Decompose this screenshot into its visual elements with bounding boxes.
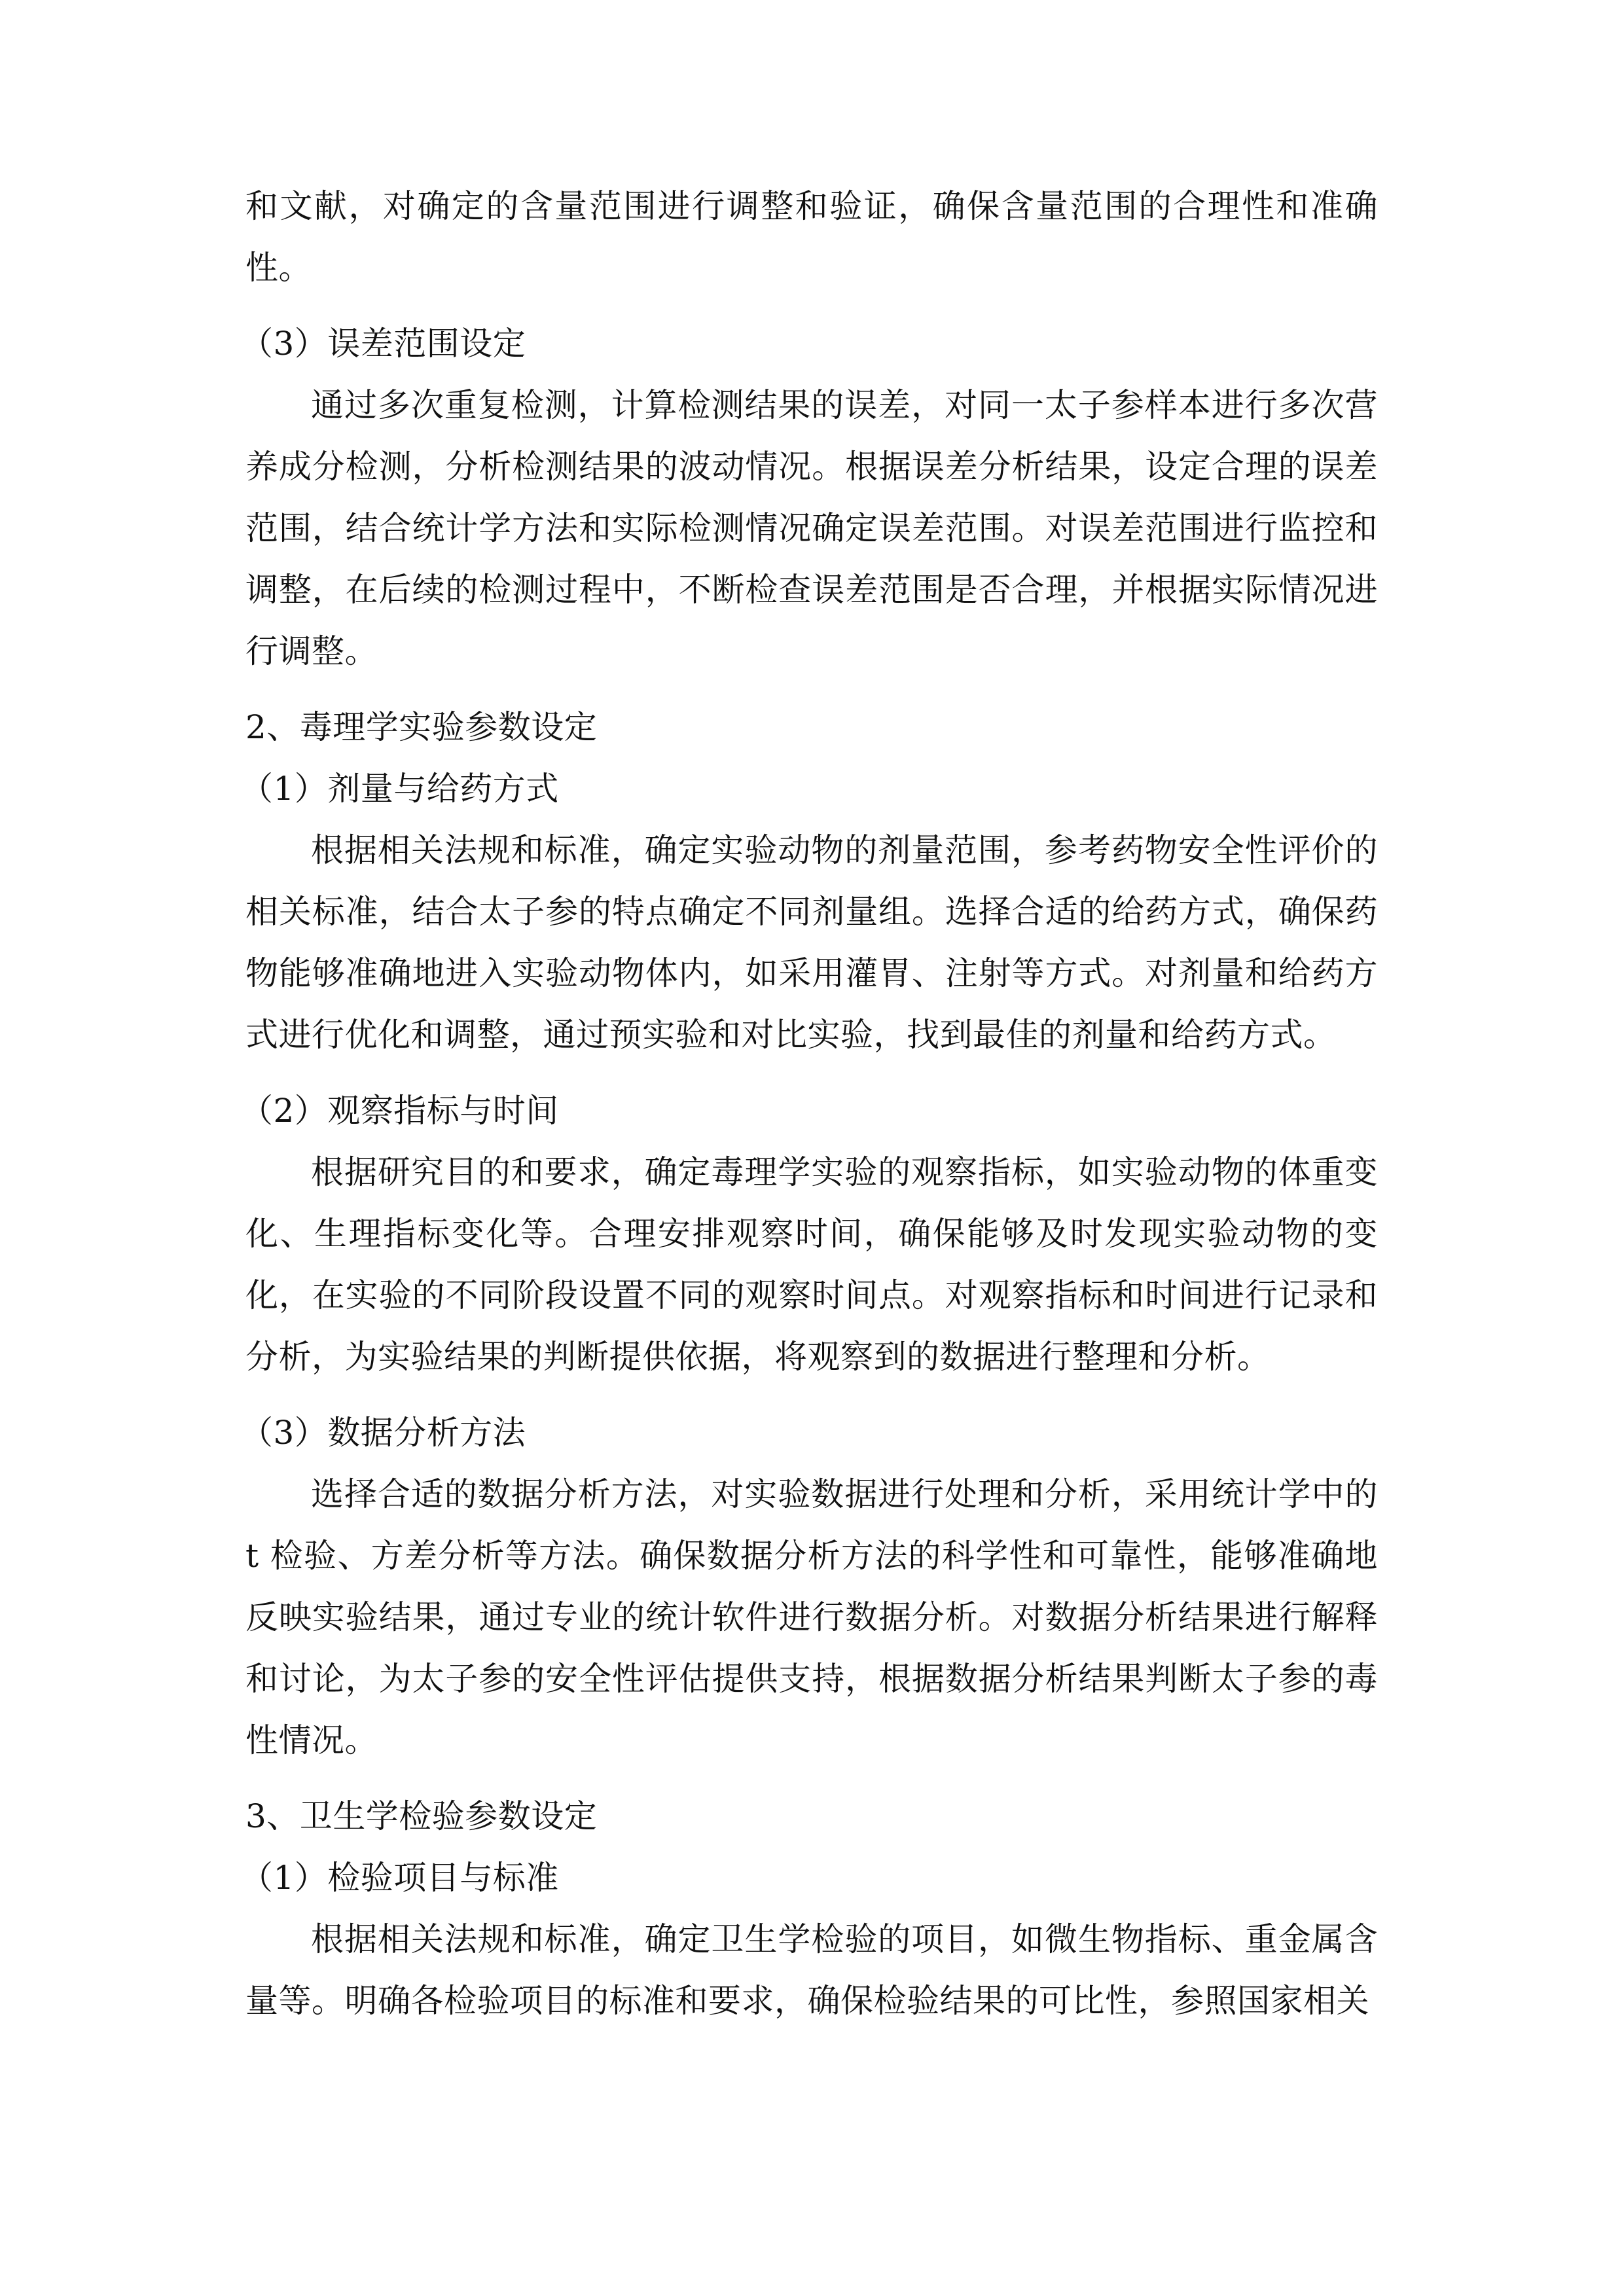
subheading-error-range: （3）误差范围设定 (240, 325, 526, 363)
paragraph-observation-indicators: 根据研究目的和要求，确定毒理学实验的观察指标，如实验动物的体重变化、生理指标变化等。合理安排观察时间，确保能够及时发现实验动物的变化，在实验的不同阶段设置不同的观察时间点。对观察指标和时间进行记录和分析，为实验结果的判断提供依据，将观察到的数据进行整理和分析。 (245, 1153, 1378, 1376)
subheading-observation-indicators: （2）观察指标与时间 (240, 1092, 559, 1130)
paragraph-inspection-items: 根据相关法规和标准，确定卫生学检验的项目，如微生物指标、重金属含量等。明确各检验项目的标准和要求，确保检验结果的可比性，参照国家相关 (245, 1920, 1378, 2020)
paragraph-dose-administration: 根据相关法规和标准，确定实验动物的剂量范围，参考药物安全性评价的相关标准，结合太子参的特点确定不同剂量组。选择合适的给药方式，确保药物能够准确地进入实验动物体内，如采用灌胃、注射等方式。对剂量和给药方式进行优化和调整，通过预实验和对比实验，找到最佳的剂量和给药方式。 (245, 831, 1378, 1054)
subheading-inspection-items: （1）检验项目与标准 (240, 1859, 559, 1897)
continuation-paragraph: 和文献，对确定的含量范围进行调整和验证，确保含量范围的合理性和准确性。 (245, 187, 1378, 287)
paragraph-error-range: 通过多次重复检测，计算检测结果的误差，对同一太子参样本进行多次营养成分检测，分析检测结果的波动情况。根据误差分析结果，设定合理的误差范围，结合统计学方法和实际检测情况确定误差范围。对误差范围进行监控和调整，在后续的检测过程中，不断检查误差范围是否合理，并根据实际情况进行调整。 (245, 386, 1378, 670)
document-body (240, 175, 1378, 2032)
paragraph-data-analysis: 选择合适的数据分析方法，对实验数据进行处理和分析，采用统计学中的 t 检验、方差分析等方法。确保数据分析方法的科学性和可靠性，能够准确地反映实验结果，通过专业的统计软件进行数据分析。对数据分析结果进行解释和讨论，为太子参的安全性评估提供支持，根据数据分析结果判断太子参的毒性情况。 (245, 1475, 1378, 1759)
subheading-data-analysis: （3）数据分析方法 (240, 1414, 526, 1452)
heading-hygiene-parameters: 3、卫生学检验参数设定 (245, 1797, 598, 1835)
heading-toxicology-parameters: 2、毒理学实验参数设定 (245, 708, 598, 746)
subheading-dose-administration: （1）剂量与给药方式 (240, 770, 559, 808)
